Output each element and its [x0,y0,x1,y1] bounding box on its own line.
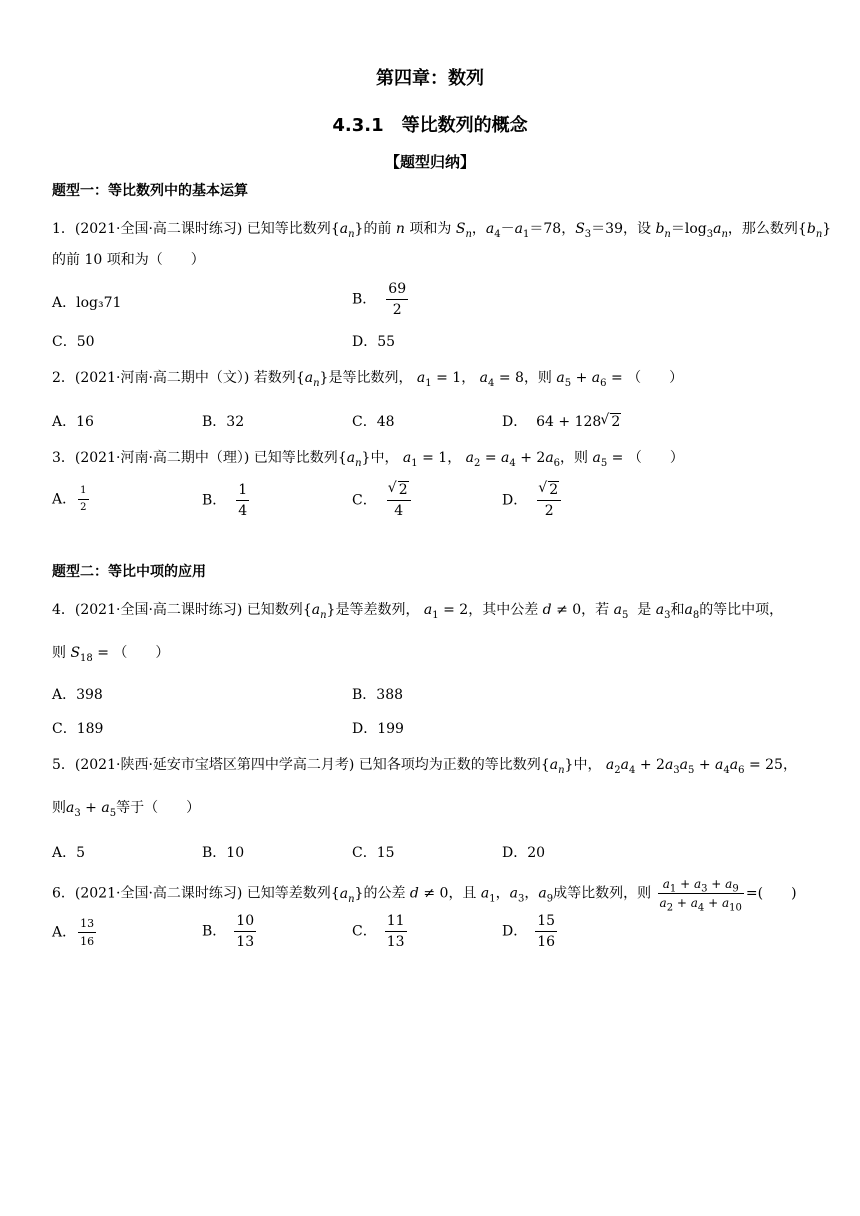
q1-mid2: 项和为 [409,221,452,237]
q2-end: （ ） [627,370,684,386]
q1-option-b-den: 2 [392,302,402,318]
q2-tail: ，则 [523,370,552,386]
q5-option-a[interactable]: A．5 [52,845,86,861]
q3-option-c-label: C． [352,492,377,509]
q3-tail: ，则 [560,450,589,466]
q2-option-b[interactable]: B．32 [202,414,245,430]
q4-prefix: 4．(2021·全国·高二课时练习) 已知数列 [52,602,303,618]
q5-option-b[interactable]: B．10 [202,845,245,861]
q1-prefix: 1．(2021·全国·高二课时练习) 已知等比数列 [52,221,331,237]
q6-option-b-label: B． [202,923,227,940]
q2-mid: 是等比数列， [328,370,413,386]
q6-mid2: ，且 [448,885,477,902]
q5-mid: 中， [573,757,602,773]
q2-option-a[interactable]: A．16 [52,414,94,430]
q4-mid5: 和 [670,602,685,618]
q3-option-a-label: A． [52,491,77,508]
q1-option-c[interactable]: C．50 [52,334,95,350]
q6-option-c[interactable]: C． $\frac{11}{13}$ [352,913,405,950]
q6-end: =( ) [745,885,797,902]
question-4-line-2: 则 $S_{18}$ = （ ） [52,645,170,664]
q4-option-a[interactable]: A．398 [52,687,103,703]
q3-prefix: 3．(2021·河南·高二期中（理）) 已知等比数列 [52,450,338,466]
question-1-line-2: 的前 10 项和为（ ） [52,252,205,268]
q4-option-c[interactable]: C．189 [52,721,104,737]
q3-option-b[interactable]: B． $\frac{1}{4}$ [202,482,248,519]
q3-option-c[interactable]: C． √ $\frac{2}{4}$ [352,483,413,518]
q4-mid3: ，若 [581,602,610,618]
question-5-line-2: 则$a_3 + a_5$等于（ ） [52,800,201,819]
q5-option-d[interactable]: D．20 [502,845,546,861]
chapter-title: 第四章：数列 [376,68,484,89]
q6-option-b[interactable]: B． $\frac{10}{13}$ [202,913,255,950]
q6-option-a-label: A． [52,924,77,941]
q3-end: （ ） [627,450,684,466]
q1-tail: ，那么数列 [727,221,798,237]
q3-option-d[interactable]: D． √ $\frac{2}{2}$ [502,483,563,518]
question-5-line-1: 5．(2021·陕西·延安市宝塔区第四中学高二月考) 已知各项均为正数的等比数列$\{a_n\}$中， $a_2a_4 + 2a_3a_5 + a_4a_6 = 25$， [52,757,797,776]
question-3: 3．(2021·河南·高二期中（理）) 已知等比数列$\{a_n\}$中， $a_1 = 1$， $a_2 = a_4 + 2a_6$，则 $a_5$ = （ ） [52,450,684,469]
subtitle: 【题型归纳】 [384,153,475,171]
section-heading-1: 题型一：等比数列中的基本运算 [52,183,248,199]
q6-option-c-label: C． [352,923,377,940]
q4-line2-end: （ ） [113,645,170,661]
q2-prefix: 2．(2021·河南·高二期中（文）) 若数列 [52,370,296,386]
q2-option-d[interactable]: D． 64 + 128√ 2 [502,411,621,431]
q5-line2-prefix: 则 [52,800,66,816]
q6-mid: 的公差 [363,885,406,902]
section-heading-2: 题型二：等比中项的应用 [52,564,206,580]
question-4-line-1: 4．(2021·全国·高二课时练习) 已知数列$\{a_n\}$是等差数列， $a_1 = 2$，其中公差 d ≠ 0，若 $a_5$ 是 $a_3$和$a_8$的等比中项， [52,602,784,621]
q6-option-d[interactable]: D． $\frac{15}{16}$ [502,913,556,950]
q4-option-b[interactable]: B．388 [352,687,404,703]
q6-option-a[interactable]: A． $\frac{13}{16}$ [52,917,95,948]
q3-option-d-label: D． [502,492,528,509]
q4-mid2: ，其中公差 [468,602,539,618]
q1-option-d[interactable]: D．55 [352,334,396,350]
q6-tail: 成等比数列，则 [553,885,652,902]
question-1-line-1: 1．(2021·全国·高二课时练习) 已知等比数列$\{a_n\}$的前 n 项和为 $S_n$，$a_4-a_1=78$，$S_3=39$，设 $b_n=\log_3a_n$，那么数列$\{b_n\}$ [52,221,832,240]
q3-option-a[interactable]: A． $\frac{1}{2}$ [52,485,87,513]
q1-option-b[interactable] [352,282,410,317]
q4-mid4: 是 [637,602,652,618]
q2-option-c[interactable]: C．48 [352,414,395,430]
q5-option-c[interactable]: C．15 [352,845,395,861]
q1-mid: 的前 [363,221,392,237]
section-title: 4.3.1 等比数列的概念 [332,115,528,136]
q2-option-d-label: D． [502,414,528,430]
question-6: 6．(2021·全国·高二课时练习) 已知等差数列$\{a_n\}$的公差 d ≠ 0，且 $a_1$，$a_3$，$a_9$成等比数列，则 $\frac{a_1 + a_3 + a_9}{a_2 + a_4 + a_{10}}$ =( ) [52,877,797,914]
q5-line2-end: 等于（ ） [116,800,201,816]
q4-tail: 的等比中项， [699,602,784,618]
q4-line2-prefix: 则 [52,645,66,661]
q3-mid: 中， [370,450,399,466]
q3-option-b-label: B． [202,492,227,509]
q1-option-b-num: 69 [386,282,408,300]
q1-option-a[interactable]: A．log₃71 [52,295,122,311]
q6-prefix: 6．(2021·全国·高二课时练习) 已知等差数列 [52,885,331,902]
q5-prefix: 5．(2021·陕西·延安市宝塔区第四中学高二月考) 已知各项均为正数的等比数列 [52,757,541,773]
question-2: 2．(2021·河南·高二期中（文）) 若数列$\{a_n\}$是等比数列， $a_1 = 1$， $a_4 = 8$，则 $a_5 + a_6$ = （ ） [52,370,684,389]
q1-option-b-label: B． [352,291,377,308]
q4-option-d[interactable]: D．199 [352,721,404,737]
q6-option-d-label: D． [502,923,528,940]
q4-mid: 是等差数列， [335,602,420,618]
